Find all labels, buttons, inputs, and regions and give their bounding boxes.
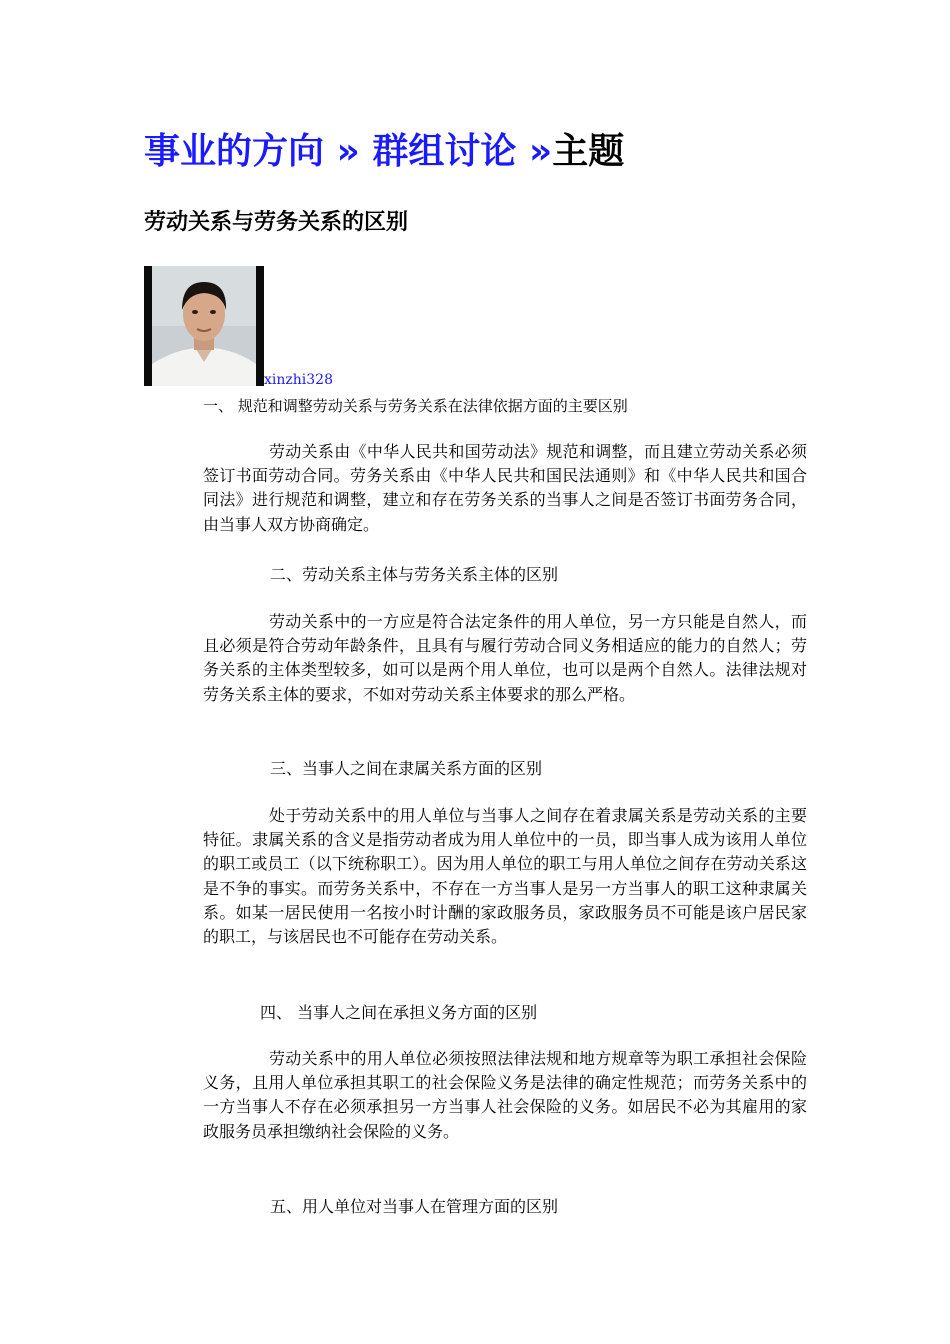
section-3-paragraph: 处于劳动关系中的用人单位与当事人之间存在着隶属关系是劳动关系的主要特征。隶属关系的含义是指劳动者成为用人单位中的一员，即当事人成为该用人单位的职工或员工（以下统称职工）。因为用人单位的职工与用人单位之间存在劳动关系这是不争的事实。而劳务关系中，不存在一方当事人是另一方当事人的职工这种隶属关系。如某一居民使用一名按小时计酬的家政服务员，家政服务员不可能是该户居民家的职工，与该居民也不可能存在劳动关系。 [203, 806, 807, 947]
section-2-heading: 二、劳动关系主体与劳务关系主体的区别 [270, 565, 559, 584]
author-username-link[interactable]: xinzhi328 [264, 372, 333, 388]
breadcrumb [144, 128, 624, 176]
topic-title: 劳动关系与劳务关系的区别 [144, 210, 409, 235]
breadcrumb-separator: » [528, 131, 553, 172]
avatar[interactable] [144, 266, 264, 386]
avatar-photo [144, 266, 264, 386]
section-1-paragraph: 劳动关系由《中华人民共和国劳动法》规范和调整，而且建立劳动关系必须签订书面劳动合同。劳务关系由《中华人民共和国民法通则》和《中华人民共和国合同法》进行规范和调整，建立和存在劳务关系的当事人之间是否签订书面劳务合同，由当事人双方协商确定。 [203, 442, 807, 534]
breadcrumb-link-group-discussion[interactable]: 群组讨论 [372, 131, 517, 172]
breadcrumb-separator: » [336, 131, 360, 172]
section-2-paragraph: 劳动关系中的一方应是符合法定条件的用人单位，另一方只能是自然人，而且必须是符合劳动年龄条件，且具有与履行劳动合同义务相适应的能力的自然人；劳务关系的主体类型较多，如可以是两个用人单位，也可以是两个自然人。法律法规对劳务关系主体的要求，不如对劳动关系主体要求的那么严格。 [203, 612, 807, 704]
breadcrumb-current: 主题 [552, 131, 625, 172]
breadcrumb-link-career-direction[interactable]: 事业的方向 [144, 131, 325, 172]
section-4-heading: 四、 当事人之间在承担义务方面的区别 [260, 1003, 538, 1022]
section-4-paragraph: 劳动关系中的用人单位必须按照法律法规和地方规章等为职工承担社会保险义务，且用人单位承担其职工的社会保险义务是法律的确定性规范；而劳务关系中的一方当事人不存在必须承担另一方当事人社会保险的义务。如居民不必为其雇用的家政服务员承担缴纳社会保险的义务。 [203, 1049, 807, 1141]
section-3-heading: 三、当事人之间在隶属关系方面的区别 [270, 759, 543, 778]
section-5-heading: 五、用人单位对当事人在管理方面的区别 [270, 1197, 559, 1216]
section-1-heading: 一、 规范和调整劳动关系与劳务关系在法律依据方面的主要区别 [203, 397, 628, 415]
